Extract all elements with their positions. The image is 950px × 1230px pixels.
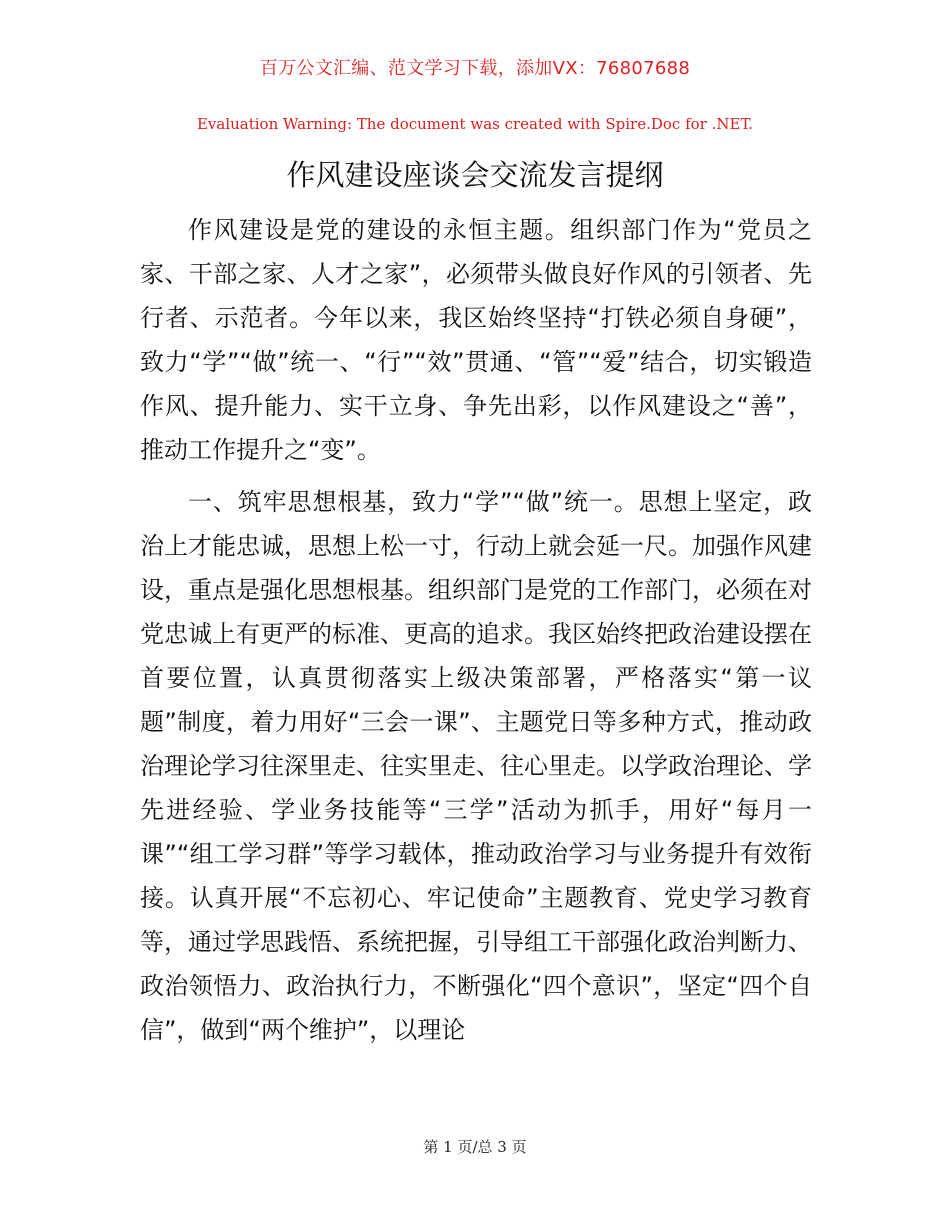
document-title: 作风建设座谈会交流发言提纲 — [286, 158, 664, 192]
page-footer: 第 1 页/总 3 页 — [423, 1138, 527, 1156]
header-ad-text: 百万公文汇编、范文学习下载，添加VX：76807688 — [259, 58, 691, 79]
body-paragraph-intro: 作风建设是党的建设的永恒主题。组织部门作为“党员之家、干部之家、人才之家”，必须带头做良好作风的引领者、先行者、示范者。今年以来，我区始终坚持“打铁必须自身硬”，致力“学”“做”统一、“行”“效”贯通、“管”“爱”结合，切实锻造作风、提升能力、实干立身、争先出彩，以作风建设之“善”，推动工作提升之“变”。 — [140, 216, 812, 464]
document-body — [140, 208, 812, 1060]
body-paragraph-section-one: 一、筑牢思想根基，致力“学”“做”统一。思想上坚定，政治上才能忠诚，思想上松一寸，行动上就会延一尺。加强作风建设，重点是强化思想根基。组织部门是党的工作部门，必须在对党忠诚上有更严的标准、更高的追求。我区始终把政治建设摆在首要位置，认真贯彻落实上级决策部署，严格落实“第一议题”制度，着力用好“三会一课”、主题党日等多种方式，推动政治理论学习往深里走、往实里走、往心里走。以学政治理论、学先进经验、学业务技能等“三学”活动为抓手，用好“每月一课”“组工学习群”等学习载体，推动政治学习与业务提升有效衔接。认真开展“不忘初心、牢记使命”主题教育、党史学习教育等，通过学思践悟、系统把握，引导组工干部强化政治判断力、政治领悟力、政治执行力，不断强化“四个意识”，坚定“四个自信”，做到“两个维护”，以理论 — [140, 488, 812, 1044]
evaluation-warning: Evaluation Warning: The document was created with Spire.Doc for .NET. — [196, 115, 754, 133]
